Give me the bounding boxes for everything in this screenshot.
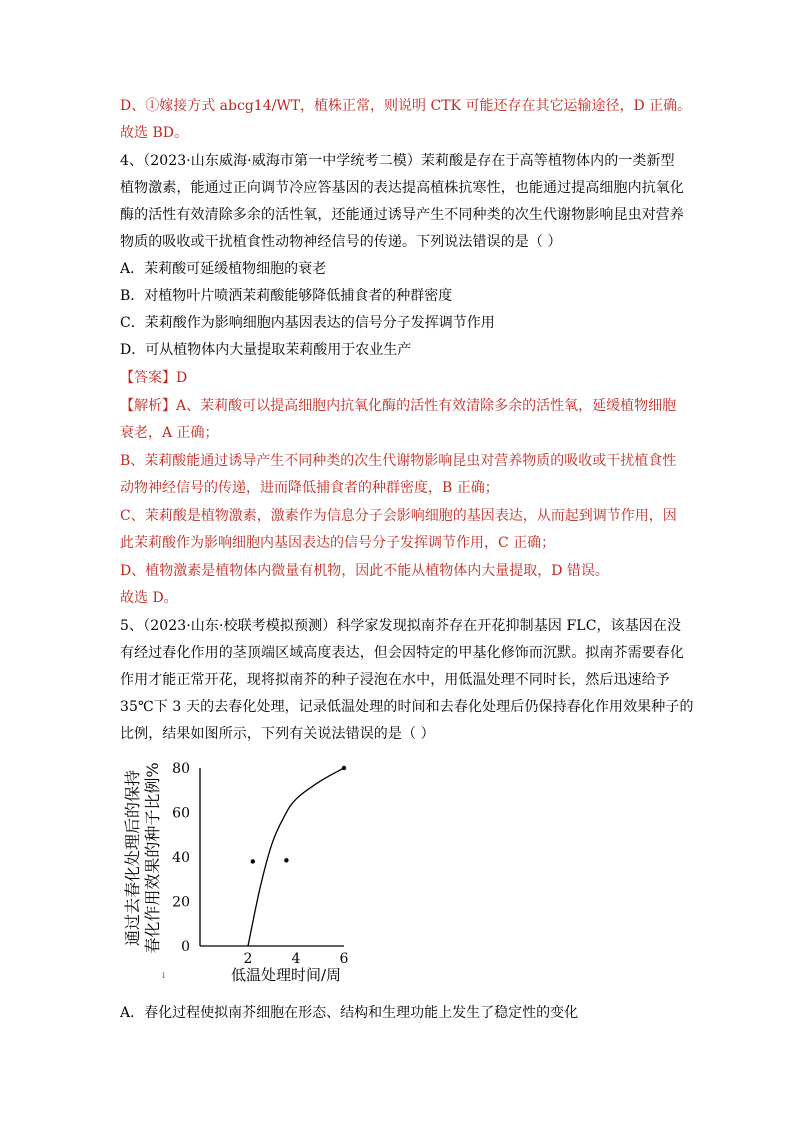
q4-analysis-line-5: C、茉莉酸是植物激素，激素作为信息分子会影响细胞的基因表达，从而起到调节作用，因: [120, 508, 677, 524]
q4-option-c: C．茉莉酸作为影响细胞内基因表达的信号分子发挥调节作用: [120, 315, 495, 331]
x-tick-label: 2: [243, 951, 253, 967]
data-point: [342, 766, 346, 770]
chart-points: [251, 766, 347, 864]
q5-stem-line-3: 作用才能正常开花，现将拟南芥的种子浸泡在水中，用低温处理不同时长，然后迅速给予: [120, 672, 670, 688]
chart-x-ticks: [244, 951, 349, 967]
q4-stem-line-1: 4、（2023·山东威海·威海市第一中学统考二模）茉莉酸是存在于高等植物体内的一类新型: [120, 153, 675, 169]
x-tick-label: 4: [291, 951, 301, 967]
y-tick-label: 80: [172, 761, 190, 777]
data-point: [284, 858, 288, 862]
q4-option-b: B．对植物叶片喷洒茉莉酸能够降低捕食者的种群密度: [120, 288, 453, 304]
q4-conclusion: 故选 D。: [120, 590, 178, 606]
q4-analysis-line-6: 此茉莉酸作为影响细胞内基因表达的信号分子发挥调节作用，C 正确；: [120, 535, 556, 551]
prev-conclusion: 故选 BD。: [120, 125, 188, 141]
q4-stem-line-4: 物质的吸收或干扰植食性动物神经信号的传递。下列说法错误的是（ ）: [120, 234, 562, 250]
chart-ylabel: [123, 762, 162, 953]
y-tick-label: 0: [181, 939, 190, 955]
data-curve-line: [248, 768, 344, 946]
chart-axes: [200, 768, 344, 946]
y-tick-label: 40: [172, 850, 190, 866]
q5-stem-line-5: 比例，结果如图所示，下列有关说法错误的是（ ）: [120, 726, 435, 742]
prev-answer-d-line: D、①嫁接方式 abcg14/WT，植株正常，则说明 CTK 可能还存在其它运输途径，D 正确。: [120, 98, 692, 114]
q4-analysis-line-2: 衰老，A 正确；: [120, 425, 219, 441]
q4-stem-line-3: 酶的活性有效清除多余的活性氧，还能通过诱导产生不同种类的次生代谢物影响昆虫对营养: [120, 207, 684, 223]
y-axis-label-line: 通过去春化处理后的保持: [123, 769, 142, 947]
q4-stem-line-2: 植物激素，能通过正向调节冷应答基因的表达提高植株抗寒性，也能通过提高细胞内抗氧化: [120, 180, 684, 196]
chart-y-ticks: [172, 761, 190, 955]
q5-stem-line-2: 有经过春化作用的茎顶端区域高度表达，但会因特定的甲基化修饰而沉默。拟南芥需要春化: [120, 645, 684, 661]
y-axis-label-line: 春化作用效果的种子比例%: [143, 762, 162, 954]
q4-analysis-line-1: 【解析】A、茉莉酸可以提高细胞内抗氧化酶的活性有效清除多余的活性氧，延缓植物细胞: [120, 398, 677, 414]
y-tick-label: 60: [172, 805, 190, 822]
q4-analysis-line-3: B、茉莉酸能通过诱导产生不同种类的次生代谢物影响昆虫对营养物质的吸收或干扰植食性: [120, 453, 677, 469]
q4-option-d: D．可从植物体内大量提取茉莉酸用于农业生产: [120, 342, 412, 358]
q4-answer: 【答案】D: [120, 370, 188, 386]
chart-xlabel: 低温处理时间/周: [230, 966, 342, 984]
q5-stem-line-4: 35℃下 3 天的去春化处理，记录低温处理的时间和去春化处理后仍保持春化作用效果种子的: [120, 699, 694, 715]
q5-stem-line-1: 5、（2023·山东·校联考模拟预测）科学家发现拟南芥存在开花抑制基因 FLC，该基因在没: [120, 618, 682, 634]
x-tick-label: 6: [339, 951, 349, 967]
y-tick-label: 20: [172, 894, 190, 911]
q4-option-a: A．茉莉酸可延缓植物细胞的衰老: [120, 261, 327, 277]
q5-option-a: A．春化过程使拟南芥细胞在形态、结构和生理功能上发生了稳定性的变化: [120, 1005, 579, 1021]
q4-analysis-line-7: D、植物激素是植物体内微量有机物，因此不能从植物体内大量提取，D 错误。: [120, 563, 609, 579]
data-point: [251, 859, 255, 863]
q4-analysis-line-4: 动物神经信号的传递，进而降低捕食者的种群密度，B 正确；: [120, 480, 499, 496]
chart-curve: [248, 768, 344, 946]
chart-stray-mark: ı: [162, 970, 166, 981]
q5-chart: [120, 752, 380, 992]
